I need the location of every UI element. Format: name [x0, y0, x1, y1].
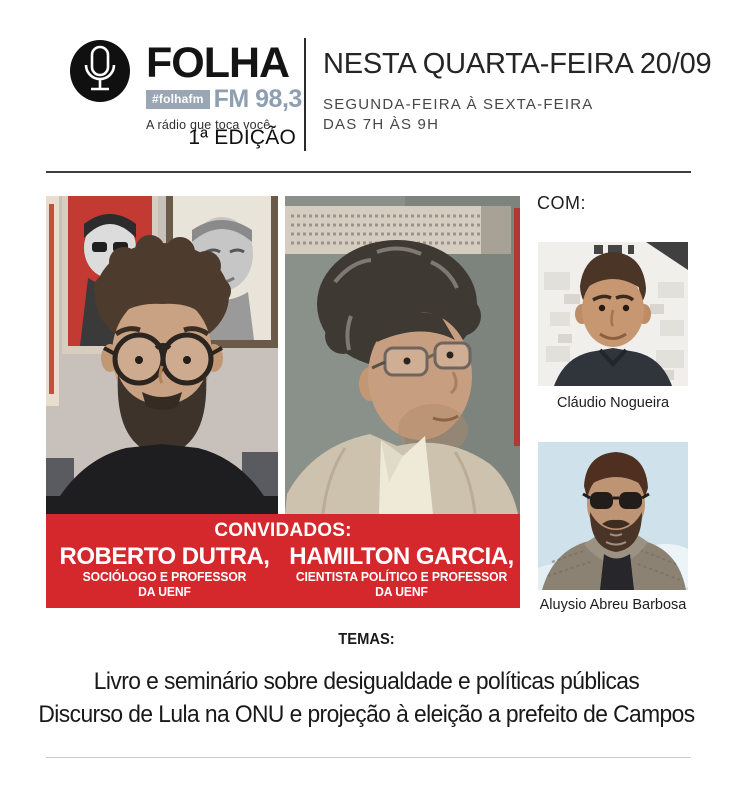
guest-role: CIENTISTA POLÍTICO E PROFESSOR — [295, 570, 508, 585]
topic-line: Discurso de Lula na ONU e projeção à eleição a prefeito de Campos — [38, 701, 695, 728]
guest-hamilton-garcia — [283, 544, 520, 600]
brand-name: FOLHA — [146, 39, 290, 87]
weekday-range: SEGUNDA-FEIRA À SEXTA-FEIRA — [323, 96, 594, 113]
station-logo — [146, 39, 306, 132]
photo-roberto-dutra — [46, 196, 278, 514]
microphone-icon — [69, 39, 131, 103]
guest-name: HAMILTON GARCIA, — [289, 543, 514, 570]
photo-hamilton-garcia — [285, 196, 520, 514]
station-tagline: A rádio que toca você. — [146, 118, 275, 132]
guest-roberto-dutra — [46, 544, 283, 600]
topics-label: TEMAS: — [338, 631, 395, 648]
guests-banner — [46, 514, 520, 608]
header-vertical-divider — [304, 38, 306, 151]
guest-name: ROBERTO DUTRA, — [59, 543, 270, 570]
guest-role: DA UENF — [375, 585, 428, 600]
hosts-label: COM: — [537, 193, 586, 213]
guest-role: SOCIÓLOGO E PROFESSOR — [82, 570, 247, 585]
top-divider — [46, 171, 691, 173]
guests-title: CONVIDADOS: — [214, 520, 352, 541]
topic-line: Livro e seminário sobre desigualdade e políticas públicas — [93, 668, 640, 695]
photo-aluysio-abreu-barbosa — [538, 442, 688, 590]
host-caption-claudio: Cláudio Nogueira — [556, 395, 670, 411]
time-range: DAS 7H ÀS 9H — [323, 116, 440, 133]
schedule-block — [323, 48, 713, 133]
edition-label: 1ª EDIÇÃO — [188, 126, 296, 149]
bottom-divider — [46, 757, 691, 758]
hashtag-badge: #folhafm — [146, 90, 210, 109]
episode-date: NESTA QUARTA-FEIRA 20/09 — [323, 48, 712, 80]
photo-claudio-nogueira — [538, 242, 688, 386]
guest-role: DA UENF — [138, 585, 191, 600]
fm-frequency: FM 98,3 — [213, 85, 302, 113]
host-caption-aluysio: Aluysio Abreu Barbosa — [539, 597, 687, 613]
